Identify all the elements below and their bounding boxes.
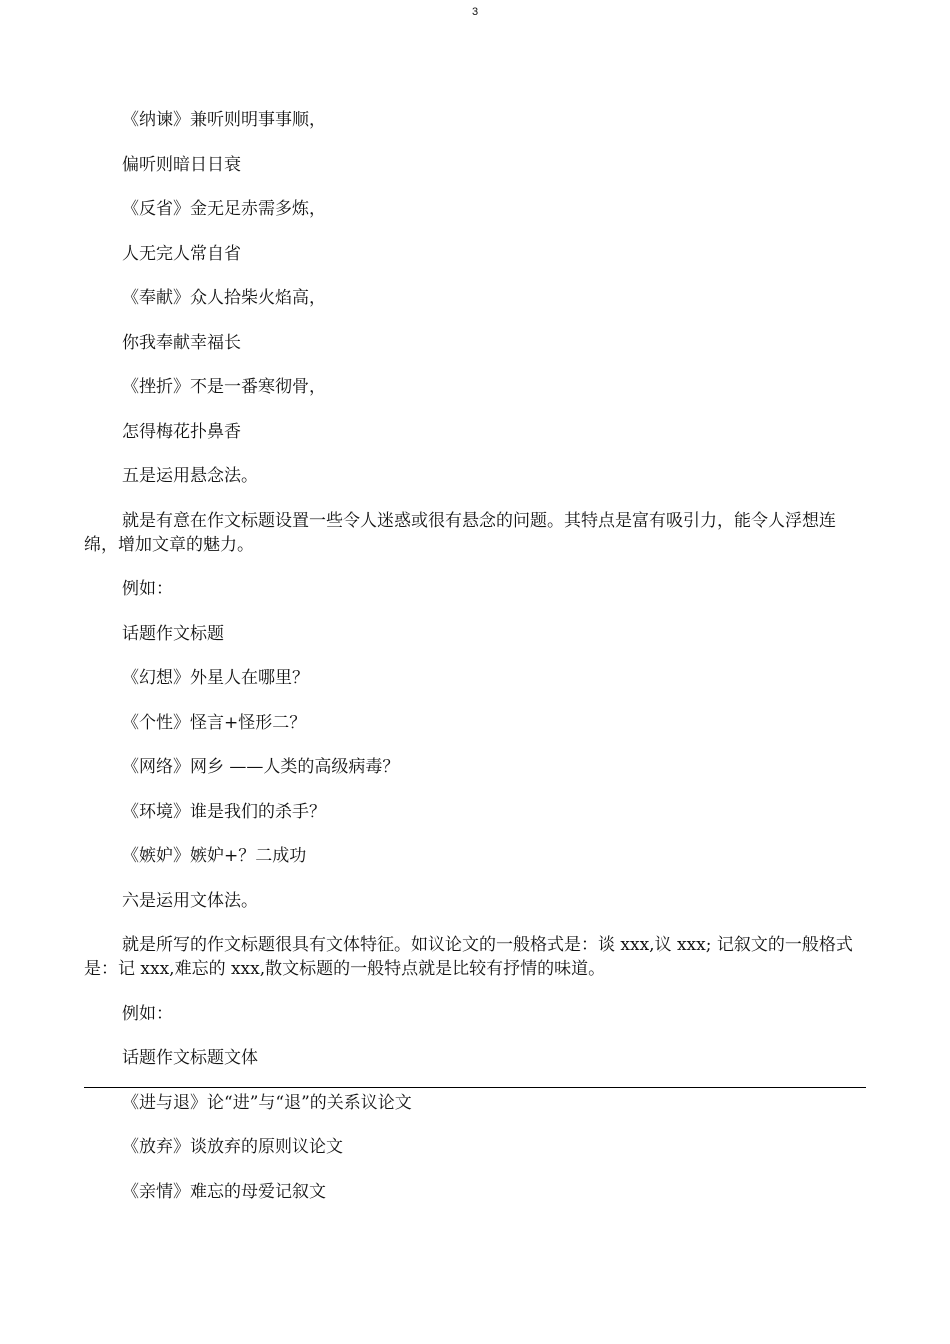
paragraph: 怎得梅花扑鼻香 xyxy=(122,421,241,442)
paragraph: 人无完人常自省 xyxy=(122,243,241,264)
example-title: 《幻想》外星人在哪里？ xyxy=(122,668,309,688)
example-title: 《进与退》论“进”与“退”的关系议论文 xyxy=(122,1092,412,1113)
paragraph: 例如： xyxy=(122,1003,173,1024)
example-title: 《放弃》谈放弃的原则议论文 xyxy=(122,1137,343,1157)
paragraph: 话题作文标题 xyxy=(122,623,224,644)
example-title: 《环境》谁是我们的杀手？ xyxy=(122,801,326,822)
example-title: 《亲情》难忘的母爱记叙文 xyxy=(122,1181,326,1202)
section-heading: 六是运用文体法。 xyxy=(122,890,258,911)
paragraph: 偏听则暗日日衰 xyxy=(122,154,241,175)
paragraph: 例如： xyxy=(122,579,173,599)
example-title: 《嫉妒》嫉妒+？二成功 xyxy=(122,846,307,866)
paragraph: 《纳谏》兼听则明事事顺， xyxy=(122,110,326,130)
paragraph: 《奉献》众人拾柴火焰高， xyxy=(122,288,326,308)
paragraph: 《反省》金无足赤需多炼， xyxy=(122,199,326,219)
example-title: 《网络》网乡 ——人类的高级病毒？ xyxy=(122,757,400,777)
paragraph: 话题作文标题文体 xyxy=(122,1048,258,1068)
paragraph: 你我奉献幸福长 xyxy=(122,332,241,353)
paragraph: 就是所写的作文标题很具有文体特征。如议论文的一般格式是：谈 xxx,议 xxx; 记叙文的一般格式是：记 xxx,难忘的 xxx,散文标题的一般特点就是比较有抒情的味道。 xyxy=(84,935,853,979)
example-title: 《个性》怪言+怪形二？ xyxy=(122,712,307,733)
horizontal-rule xyxy=(84,1087,866,1088)
section-heading: 五是运用悬念法。 xyxy=(122,466,258,486)
paragraph: 《挫折》不是一番寒彻骨， xyxy=(122,377,326,397)
page-number: 3 xyxy=(471,6,479,18)
paragraph: 就是有意在作文标题设置一些令人迷惑或很有悬念的问题。其特点是富有吸引力，能令人浮想连绵，增加文章的魅力。 xyxy=(84,510,836,555)
document-body xyxy=(84,108,866,1224)
